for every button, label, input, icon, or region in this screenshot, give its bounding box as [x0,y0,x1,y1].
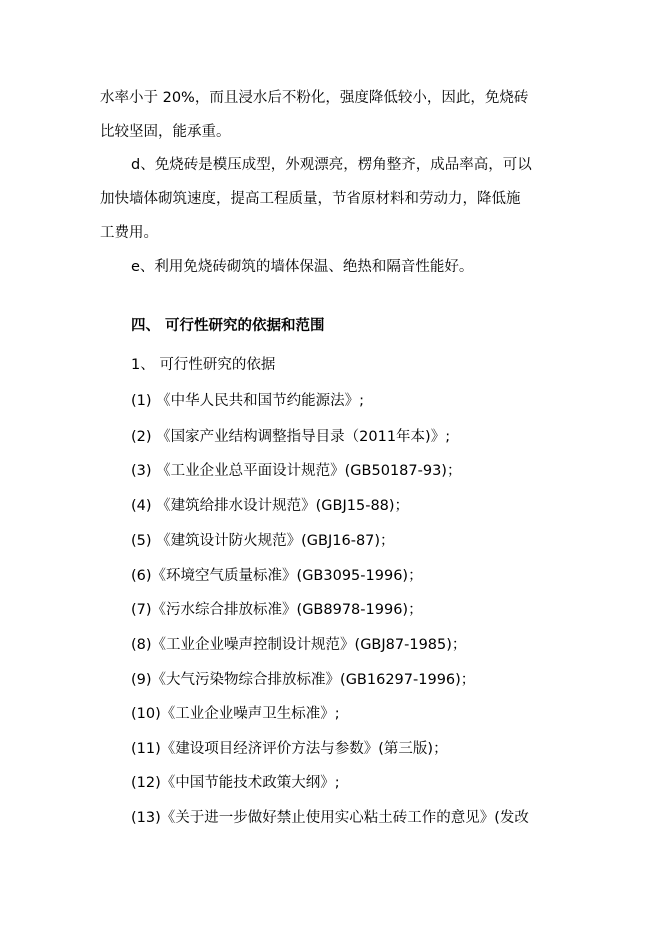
paragraph-2-line-2: 加快墙体砌筑速度，提高工程质量，节省原材料和劳动力，降低施 [100,191,521,207]
reference-item: (10)《工业企业噪声卫生标准》; [131,706,340,722]
reference-item: (3) 《工业企业总平面设计规范》(GB50187-93)； [131,463,462,479]
section-heading: 四、 可行性研究的依据和范围 [131,318,325,334]
reference-item: (8)《工业企业噪声控制设计规范》(GBJ87-1985)； [131,637,467,653]
reference-item: (1) 《中华人民共和国节约能源法》; [131,393,365,409]
reference-item: (6)《环境空气质量标准》(GB3095-1996)； [131,568,423,584]
reference-item: (13)《关于进一步做好禁止使用实心粘土砖工作的意见》(发改 [131,810,529,826]
paragraph-2-line-1: d、免烧砖是模压成型，外观漂亮，楞角整齐，成品率高，可以 [131,157,532,173]
paragraph-2-line-3: 工费用。 [100,225,158,241]
reference-item: (11)《建设项目经济评价方法与参数》(第三版)； [131,741,448,757]
reference-item: (2) 《国家产业结构调整指导目录（2011年本)》; [131,429,451,445]
reference-item: (12)《中国节能技术政策大纲》; [131,775,340,791]
paragraph-1-line-1: 水率小于 20%，而且浸水后不粉化，强度降低较小，因此，免烧砖 [100,90,529,106]
paragraph-1-line-2: 比较坚固，能承重。 [100,124,231,140]
paragraph-3-line-1: e、利用免烧砖砌筑的墙体保温、绝热和隔音性能好。 [131,259,474,275]
section-subheading: 1、 可行性研究的依据 [131,357,276,373]
reference-item: (7)《污水综合排放标准》(GB8978-1996)； [131,602,423,618]
reference-item: (5) 《建筑设计防火规范》(GBJ16-87)； [131,533,395,549]
reference-item: (9)《大气污染物综合排放标准》(GB16297-1996)； [131,672,476,688]
reference-item: (4) 《建筑给排水设计规范》(GBJ15-88)； [131,498,410,514]
